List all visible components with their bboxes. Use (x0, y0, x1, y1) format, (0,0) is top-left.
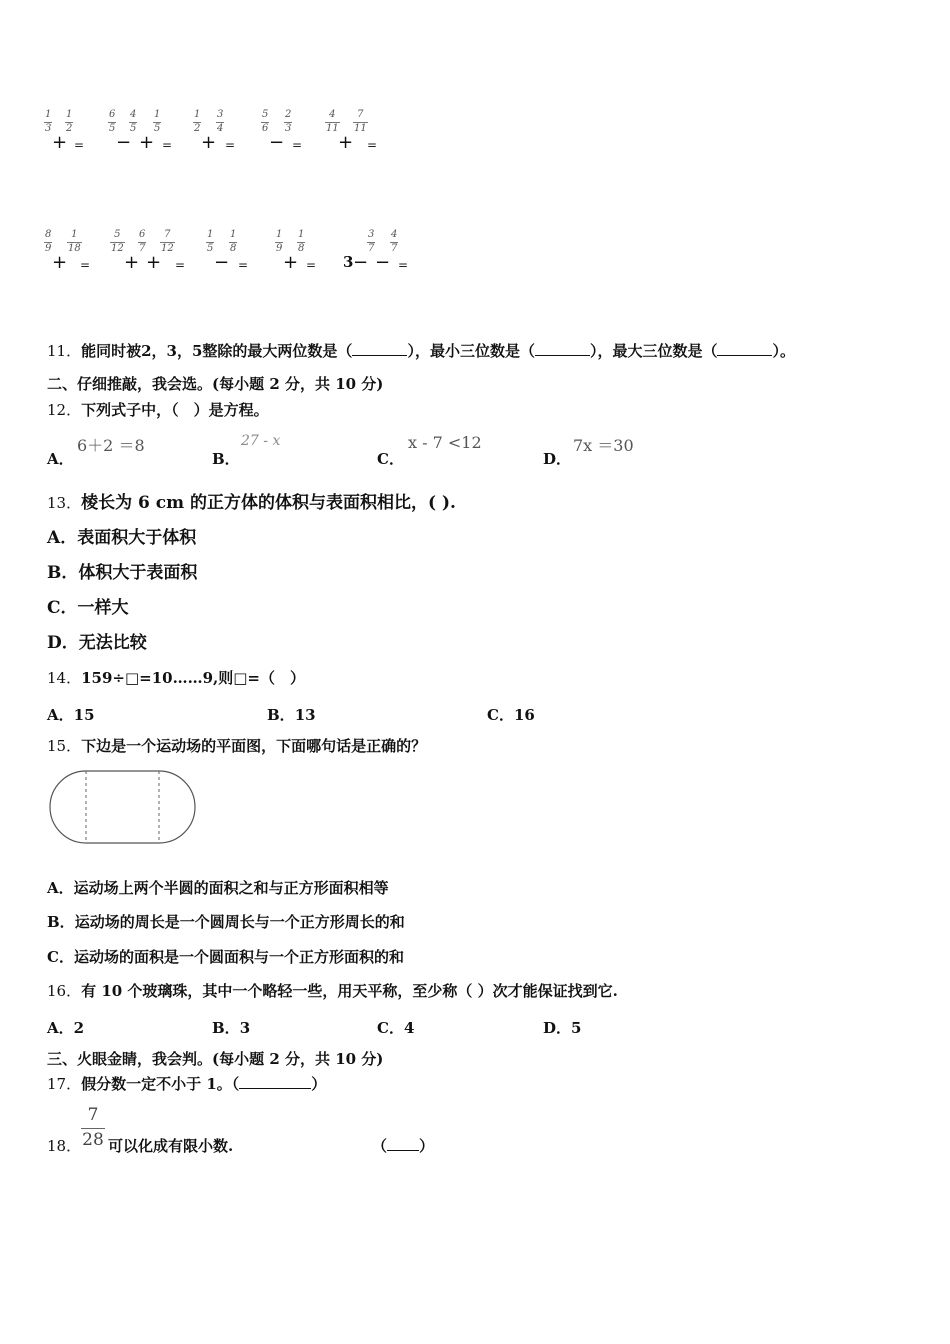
fraction: 2 3 (285, 109, 292, 134)
operator: − (353, 252, 369, 273)
equals-sign: = (306, 258, 317, 272)
operator: + (124, 252, 140, 273)
operator: + (283, 252, 299, 273)
fraction: 1 2 (66, 109, 73, 134)
fraction: 8 9 (45, 229, 52, 254)
fraction: 1 9 (276, 229, 283, 254)
answer-blank[interactable] (717, 355, 772, 356)
operator: + (52, 252, 68, 273)
question-17: 17．假分数一定不小于 1。（ ） (47, 1075, 327, 1093)
option-label[interactable]: D． (543, 450, 572, 468)
fraction: 1 5 (154, 109, 161, 134)
option-expression: 7x ＝30 (573, 436, 634, 455)
operator: + (201, 132, 217, 153)
answer-blank[interactable] (239, 1088, 311, 1089)
option-d[interactable]: D．5 (543, 1019, 582, 1037)
equals-sign: = (74, 138, 85, 152)
answer-area: （ ） (372, 1137, 435, 1155)
operator: − (214, 252, 230, 273)
operator: + (146, 252, 162, 273)
fraction: 1 3 (45, 109, 52, 134)
option-b[interactable]: B．3 (212, 1019, 251, 1037)
equals-sign: = (80, 258, 91, 272)
option-c[interactable]: C．16 (487, 706, 535, 724)
fraction: 6 7 (139, 229, 146, 254)
option-label[interactable]: C． (377, 450, 404, 468)
fraction: 5 6 (262, 109, 269, 134)
fraction: 4 5 (130, 109, 137, 134)
operator: + (338, 132, 354, 153)
equals-sign: = (175, 258, 186, 272)
question-13: 13．棱长为 6 cm 的正方体的体积与表面积相比，( ). (47, 493, 456, 513)
equals-sign: = (398, 258, 409, 272)
option-expression: x - 7 <12 (408, 433, 482, 452)
option-c[interactable]: C．运动场的面积是一个圆面积与一个正方形面积的和 (47, 948, 404, 966)
fraction: 1 8 (298, 229, 305, 254)
option-a[interactable]: A．15 (47, 706, 95, 724)
fraction: 1 18 (68, 229, 81, 254)
equals-sign: = (367, 138, 378, 152)
question-14: 14．159÷□=10……9,则□=（ ） (47, 669, 305, 687)
fraction: 1 2 (194, 109, 201, 134)
fraction: 3 4 (217, 109, 224, 134)
equals-sign: = (162, 138, 173, 152)
answer-blank[interactable] (352, 355, 407, 356)
section-heading: 二、仔细推敲，我会选。(每小题 2 分，共 10 分) (47, 375, 384, 393)
operator: − (116, 132, 132, 153)
operator: − (269, 132, 285, 153)
fraction: 4 7 (391, 229, 398, 254)
answer-blank[interactable] (535, 355, 590, 356)
operator: + (139, 132, 155, 153)
option-expression: 27 - x (241, 433, 281, 449)
option-a[interactable]: A．运动场上两个半圆的面积之和与正方形面积相等 (47, 879, 389, 897)
equals-sign: = (225, 138, 236, 152)
fraction: 7 12 (161, 229, 174, 254)
option-d[interactable]: D．无法比较 (47, 633, 147, 653)
fraction: 4 11 (326, 109, 339, 134)
option-b[interactable]: B．运动场的周长是一个圆周长与一个正方形周长的和 (47, 913, 405, 931)
question-15: 15．下边是一个运动场的平面图，下面哪句话是正确的？ (47, 737, 427, 755)
whole-number: 3 (343, 253, 354, 271)
option-b[interactable]: B．13 (267, 706, 316, 724)
operator: − (375, 252, 391, 273)
fraction: 1 5 (207, 229, 214, 254)
question-text: 可以化成有限小数. (108, 1137, 234, 1155)
fraction: 5 12 (111, 229, 124, 254)
option-b[interactable]: B．体积大于表面积 (47, 563, 198, 583)
section-heading: 三、火眼金睛，我会判。(每小题 2 分，共 10 分) (47, 1050, 384, 1068)
option-label[interactable]: A． (47, 450, 74, 468)
operator: + (52, 132, 68, 153)
stadium-diagram (48, 770, 198, 844)
fraction: 7 11 (354, 109, 367, 134)
option-a[interactable]: A．2 (47, 1019, 85, 1037)
fraction: 6 5 (109, 109, 116, 134)
question-11: 11．能同时被2，3，5整除的最大两位数是（ ），最小三位数是（ ），最大三位数是（ ）。 (47, 342, 795, 360)
option-a[interactable]: A．表面积大于体积 (47, 528, 197, 548)
equals-sign: = (292, 138, 303, 152)
fraction: 3 7 (368, 229, 375, 254)
option-label[interactable]: B． (212, 450, 240, 468)
fraction: 1 8 (230, 229, 237, 254)
answer-blank[interactable] (387, 1150, 419, 1151)
question-16: 16．有 10 个玻璃珠，其中一个略轻一些，用天平称，至少称（ ）次才能保证找到它. (47, 982, 618, 1000)
question-number: 18． (47, 1137, 82, 1155)
option-c[interactable]: C．一样大 (47, 598, 129, 618)
equals-sign: = (238, 258, 249, 272)
fraction: 7 28 (82, 1105, 104, 1150)
option-expression: 6＋2 ＝8 (77, 436, 145, 455)
question-12: 12．下列式子中，（ ）是方程。 (47, 401, 269, 419)
option-c[interactable]: C．4 (377, 1019, 415, 1037)
